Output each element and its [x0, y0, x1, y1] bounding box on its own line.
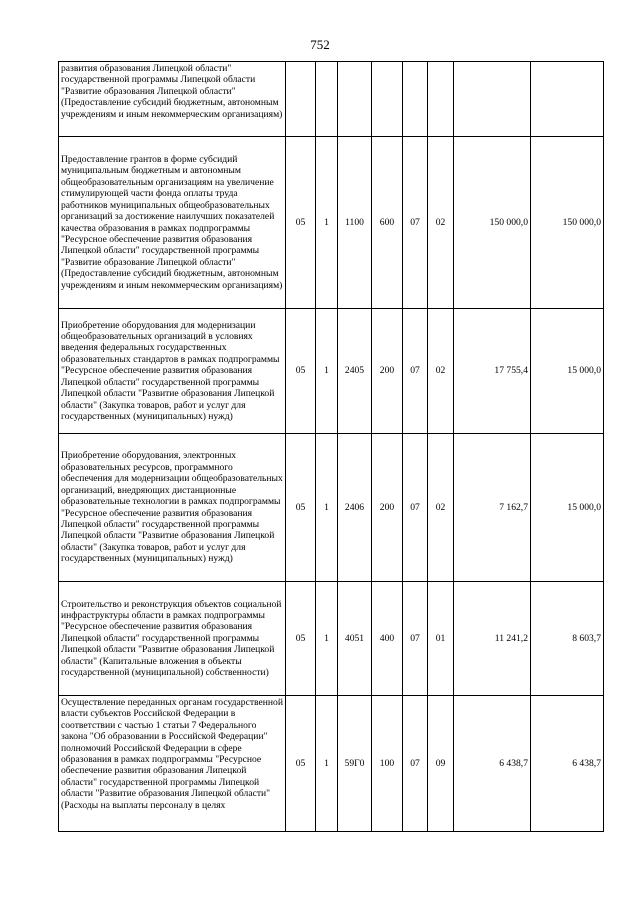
amount-first: 7 162,7	[454, 434, 531, 582]
code-subprogram: 1	[316, 309, 338, 434]
code-expense-type: 600	[372, 137, 403, 309]
code-subsection: 02	[428, 434, 454, 582]
code-subprogram	[316, 62, 338, 137]
code-expense-type: 200	[372, 309, 403, 434]
code-program: 05	[286, 582, 316, 696]
page-number: 752	[310, 37, 330, 52]
code-section: 07	[403, 434, 428, 582]
row-description: развития образования Липецкой области" государственной программы Липецкой области "Развитие образования Липецкой области" (Предоставление субсидий бюджетным, автономным учреждениям и иным некоммерческим организациям)	[59, 62, 286, 137]
table-row	[59, 137, 604, 309]
code-subsection: 02	[428, 137, 454, 309]
code-section: 07	[403, 309, 428, 434]
code-direction: 1100	[338, 137, 372, 309]
code-expense-type	[372, 62, 403, 137]
code-program: 05	[286, 137, 316, 309]
amount-second: 8 603,7	[531, 582, 604, 696]
code-program: 05	[286, 696, 316, 832]
code-program: 05	[286, 434, 316, 582]
table-row	[59, 582, 604, 696]
amount-first: 6 438,7	[454, 696, 531, 832]
code-section: 07	[403, 582, 428, 696]
code-section: 07	[403, 696, 428, 832]
code-direction: 59Г0	[338, 696, 372, 832]
amount-second: 150 000,0	[531, 137, 604, 309]
budget-table	[58, 61, 604, 832]
amount-second: 6 438,7	[531, 696, 604, 832]
code-subsection: 09	[428, 696, 454, 832]
code-direction	[338, 62, 372, 137]
amount-first: 150 000,0	[454, 137, 531, 309]
code-section: 07	[403, 137, 428, 309]
row-description: Предоставление грантов в форме субсидий муниципальным бюджетным и автономным общеобразовательным организациям на увеличение стимулирующей части фонда оплаты труда работников муниципальных общеобразовательных организаций за достижение наилучших показателей качества образования в рамках подпрограммы "Ресурсное обеспечение развития образования Липецкой области" государственной программы "Развитие образование Липецкой области" (Предоставление субсидий бюджетным, автономным учреждениям и иным некоммерческим организациям)	[59, 137, 286, 309]
code-expense-type: 400	[372, 582, 403, 696]
amount-first: 11 241,2	[454, 582, 531, 696]
row-description: Осуществление переданных органам государственной власти субъектов Российской Федерации в соответствии с частью 1 статьи 7 Федерального закона "Об образовании в Российской Федерации" полномочий Российской Федерации в сфере образования в рамках подпрограммы "Ресурсное обеспечение развития образования Липецкой области" государственной программы Липецкой области "Развитие образования Липецкой области" (Расходы на выплаты персоналу в целях	[59, 696, 286, 832]
code-subprogram: 1	[316, 137, 338, 309]
table-row	[59, 62, 604, 137]
amount-second: 15 000,0	[531, 309, 604, 434]
code-subsection: 01	[428, 582, 454, 696]
code-subsection: 02	[428, 309, 454, 434]
code-direction: 2405	[338, 309, 372, 434]
code-subprogram: 1	[316, 582, 338, 696]
row-description: Строительство и реконструкция объектов социальной инфраструктуры области в рамках подпрограммы "Ресурсное обеспечение развития образования Липецкой области" государственной программы Липецкой области "Развитие образования Липецкой области" (Капитальные вложения в объекты государственной (муниципальной) собственности)	[59, 582, 286, 696]
code-subprogram: 1	[316, 696, 338, 832]
row-description: Приобретение оборудования для модернизации общеобразовательных организаций в условиях введения федеральных государственных образовательных стандартов в рамках подпрограммы "Ресурсное обеспечение развития образования Липецкой области" государственной программы Липецкой области "Развитие образования Липецкой области" (Закупка товаров, работ и услуг для государственных (муниципальных) нужд)	[59, 309, 286, 434]
amount-second: 15 000,0	[531, 434, 604, 582]
code-subprogram: 1	[316, 434, 338, 582]
table-row	[59, 434, 604, 582]
code-expense-type: 100	[372, 696, 403, 832]
table-row	[59, 309, 604, 434]
code-section	[403, 62, 428, 137]
code-program: 05	[286, 309, 316, 434]
row-description: Приобретение оборудования, электронных образовательных ресурсов, программного обеспечения для модернизации общеобразовательных организаций, внедряющих дистанционные образовательные технологии в рамках подпрограммы "Ресурсное обеспечение развития образования Липецкой области" государственной программы Липецкой области "Развитие образования Липецкой области" (Закупка товаров, работ и услуг для государственных (муниципальных) нужд)	[59, 434, 286, 582]
code-expense-type: 200	[372, 434, 403, 582]
table-row	[59, 696, 604, 832]
amount-first: 17 755,4	[454, 309, 531, 434]
amount-first	[454, 62, 531, 137]
code-direction: 2406	[338, 434, 372, 582]
code-direction: 4051	[338, 582, 372, 696]
code-program	[286, 62, 316, 137]
code-subsection	[428, 62, 454, 137]
amount-second	[531, 62, 604, 137]
